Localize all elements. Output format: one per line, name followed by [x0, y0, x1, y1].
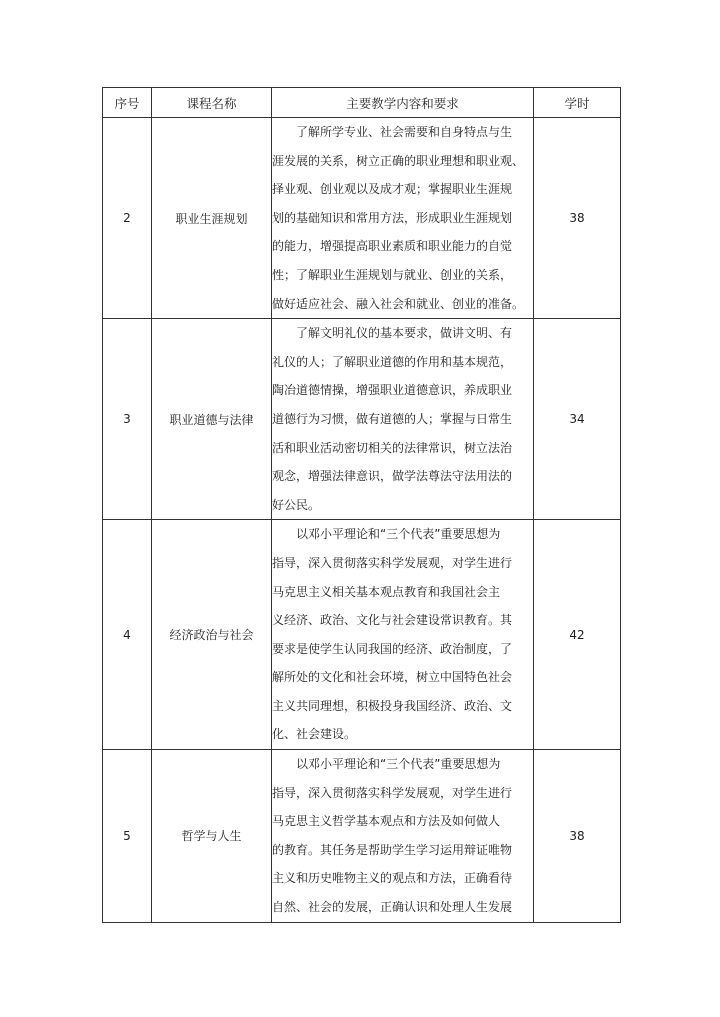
- content-line: 划的基础知识和常用方法，形成职业生涯规划: [272, 210, 513, 225]
- content-line: 的能力，增强提高职业素质和职业能力的自觉: [272, 239, 513, 254]
- content-line: 化、社会建设。: [272, 727, 357, 742]
- course-name: 职业生涯规划: [152, 118, 272, 319]
- table-row: [103, 750, 621, 923]
- row-index: 4: [103, 520, 152, 750]
- content-line: 指导，深入贯彻落实科学发展观，对学生进行: [272, 555, 513, 570]
- row-index: 3: [103, 319, 152, 520]
- table-row: [103, 319, 621, 520]
- content-line: 以邓小平理论和“三个代表”重要思想为: [272, 527, 501, 542]
- content-line: 马克思主义相关基本观点教育和我国社会主: [272, 584, 501, 599]
- content-line: 择业观、创业观以及成才观；掌握职业生涯规: [272, 182, 513, 197]
- course-content: [272, 118, 534, 319]
- table-header-row: [103, 88, 621, 118]
- content-line: 活和职业活动密切相关的法律常识，树立法治: [272, 440, 513, 455]
- content-line: 涯发展的关系，树立正确的职业理想和职业观、: [272, 153, 525, 168]
- content-line: 主义共同理想，积极投身我国经济、政治、文: [272, 698, 513, 713]
- content-line: 道德行为习惯，做有道德的人；掌握与日常生: [272, 411, 513, 426]
- content-line: 观念，增强法律意识，做学法尊法守法用法的: [272, 469, 513, 484]
- content-line: 性；了解职业生涯规划与就业、创业的关系，: [272, 267, 513, 282]
- course-content: [272, 520, 534, 750]
- content-line: 解所处的文化和社会环境，树立中国特色社会: [272, 670, 513, 685]
- row-index: 2: [103, 118, 152, 319]
- content-line: 自然、社会的发展，正确认识和处理人生发展: [272, 900, 513, 915]
- content-line: 以邓小平理论和“三个代表”重要思想为: [272, 757, 501, 772]
- content-line: 了解文明礼仪的基本要求，做讲文明、有: [272, 326, 513, 341]
- course-name: 哲学与人生: [152, 750, 272, 923]
- header-content: 主要教学内容和要求: [272, 88, 534, 118]
- content-line: 要求是使学生认同我国的经济、政治制度，了: [272, 641, 513, 656]
- content-line: 马克思主义哲学基本观点和方法及如何做人: [272, 814, 501, 829]
- course-name: 经济政治与社会: [152, 520, 272, 750]
- content-line: 的教育。其任务是帮助学生学习运用辩证唯物: [272, 842, 513, 857]
- course-hours: 42: [534, 520, 621, 750]
- course-hours: 38: [534, 118, 621, 319]
- course-content: [272, 319, 534, 520]
- course-hours: 38: [534, 750, 621, 923]
- course-content: [272, 750, 534, 923]
- content-line: 指导，深入贯彻落实科学发展观，对学生进行: [272, 785, 513, 800]
- content-line: 义经济、政治、文化与社会建设常识教育。其: [272, 613, 513, 628]
- header-index: 序号: [103, 88, 152, 118]
- content-line: 陶冶道德情操，增强职业道德意识，养成职业: [272, 383, 513, 398]
- content-line: 礼仪的人；了解职业道德的作用和基本规范，: [272, 354, 513, 369]
- table-row: [103, 118, 621, 319]
- course-hours: 34: [534, 319, 621, 520]
- table-row: [103, 520, 621, 750]
- content-line: 做好适应社会、融入社会和就业、创业的准备。: [272, 296, 525, 311]
- row-index: 5: [103, 750, 152, 923]
- course-name: 职业道德与法律: [152, 319, 272, 520]
- course-table: [102, 87, 621, 923]
- header-course-name: 课程名称: [152, 88, 272, 118]
- content-line: 好公民。: [272, 497, 321, 512]
- header-hours: 学时: [534, 88, 621, 118]
- content-line: 了解所学专业、社会需要和自身特点与生: [272, 125, 513, 139]
- content-line: 主义和历史唯物主义的观点和方法，正确看待: [272, 871, 513, 886]
